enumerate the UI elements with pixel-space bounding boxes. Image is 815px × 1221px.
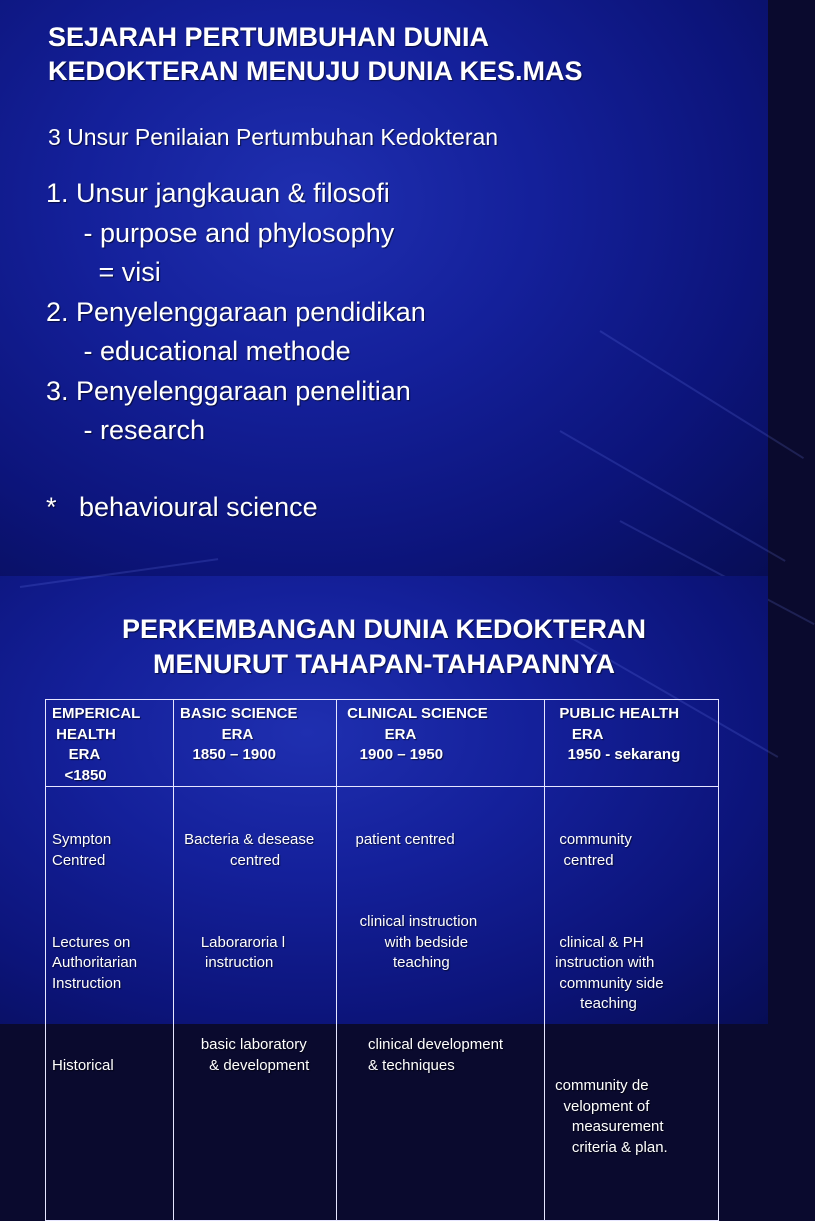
cell-focus: Sympton Centred (52, 831, 112, 869)
slide-1-title (48, 20, 748, 88)
slide-1-title-line-1: SEJARAH PERTUMBUHAN DUNIA (48, 22, 490, 52)
slide-2-title (0, 612, 768, 682)
slide-2-title-line-1: PERKEMBANGAN DUNIA KEDOKTERAN (121, 614, 646, 644)
list-item: 2. Penyelenggaraan pendidikan (46, 296, 426, 327)
cell-education: Lectures on Authoritarian Instruction (52, 933, 138, 992)
cell-research: basic laboratory & development (200, 1036, 310, 1074)
emperical-era-cell (46, 787, 174, 1221)
slide-1-footnote: * behavioural science (46, 492, 318, 522)
list-item: = visi (46, 257, 161, 287)
slide-2 (0, 576, 768, 1156)
cell-focus: Bacteria & desease centred (184, 831, 315, 869)
clinical-science-era-cell (337, 787, 545, 1221)
cell-education: clinical instruction with bedside teaching (359, 913, 478, 971)
cell-education: Laboraroria l instruction (200, 933, 286, 971)
cell-research: Historical (52, 1056, 114, 1074)
basic-science-era-cell (174, 787, 337, 1221)
slide-1-subtitle: 3 Unsur Penilaian Pertumbuhan Kedokteran (48, 124, 499, 150)
list-item: 1. Unsur jangkauan & filosofi (46, 178, 390, 208)
table-row (46, 787, 719, 1221)
slide-1-title-line-2: KEDOKTERAN MENUJU DUNIA KES.MAS (48, 56, 583, 86)
cell-focus: community centred (559, 831, 632, 869)
header-public-health-era: PUBLIC HEALTH ERA 1950 - sekarang (545, 700, 719, 787)
list-item: 3. Penyelenggaraan penelitian (46, 375, 411, 406)
list-item: - research (46, 415, 206, 445)
public-health-era-cell (545, 787, 719, 1221)
slide-2-title-line-2: MENURUT TAHAPAN-TAHAPANNYA (153, 649, 615, 679)
cell-education: clinical & PH instruction with community side teaching (555, 933, 664, 1012)
cell-research: clinical development & techniques (368, 1036, 504, 1074)
cell-focus: patient centred (343, 831, 455, 848)
header-emperical-health-era: EMPERICAL HEALTH ERA <1850 (46, 700, 174, 787)
header-clinical-science-era: CLINICAL SCIENCE ERA 1900 – 1950 (337, 700, 545, 787)
cell-research: community de velopment of measurement criteria & plan. (555, 1077, 668, 1156)
header-basic-science-era: BASIC SCIENCE ERA 1850 – 1900 (174, 700, 337, 787)
medical-era-table (45, 699, 719, 1221)
slide-1 (0, 0, 768, 576)
list-item: - educational methode (46, 336, 351, 366)
assessment-element-list (46, 174, 746, 451)
list-item: - purpose and phylosophy (46, 217, 395, 248)
table-header-row (46, 700, 719, 787)
